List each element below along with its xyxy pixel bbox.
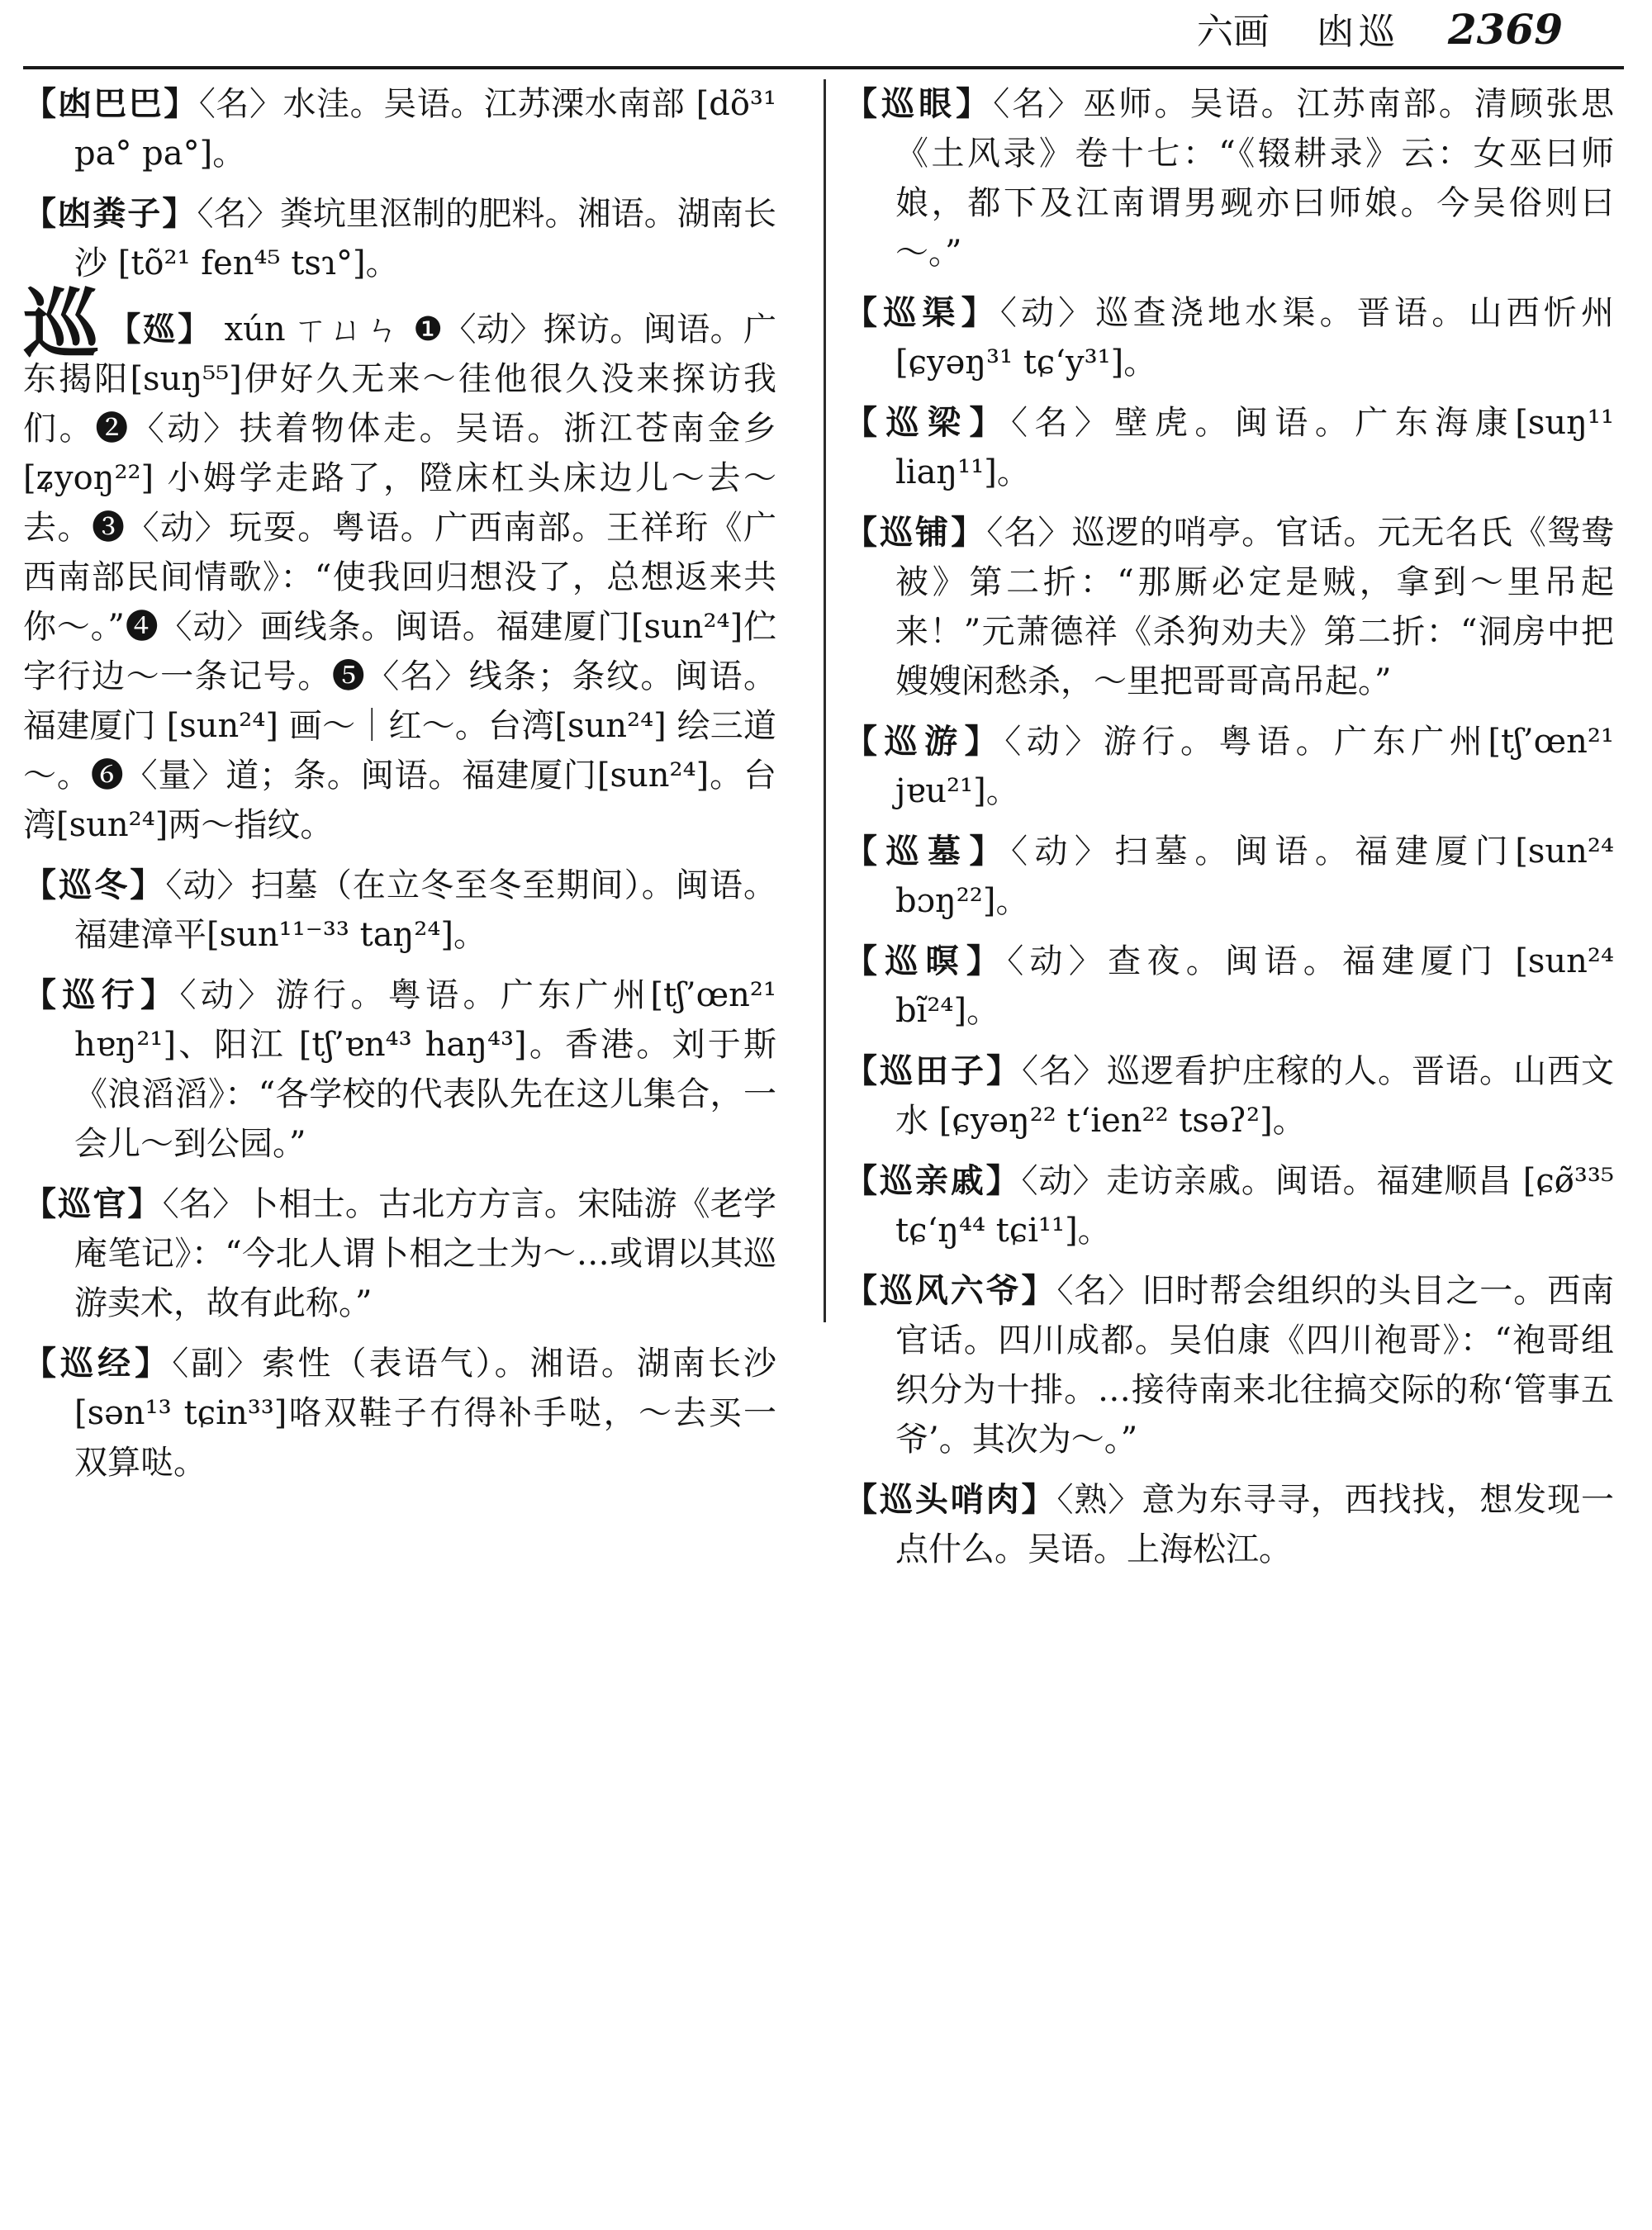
dict-entry-xunqinqi <box>844 1156 1614 1255</box>
dict-entry-xunjing <box>23 1339 776 1487</box>
entry-body: 〈名〉卜相士。古北方方言。宋陆游《老学庵笔记》：“今北人谓卜相之士为～…或谓以其巡游卖术，故有此称。” <box>74 1185 777 1322</box>
dict-entry-dang-fenzi <box>23 189 776 288</box>
entry-body: 〈名〉旧时帮会组织的头目之一。西南官话。四川成都。吴伯康《四川袍哥》：“袍哥组织分为十排。…接待南来北往搞交际的称‘管事五爷’。其次为～。” <box>895 1272 1615 1459</box>
entry-body: 〈动〉游行。粤语。广东广州[tʃ’œn²¹ hɐŋ²¹]、阳江 [tʃ’ɐn⁴³ haŋ⁴³]。香港。刘于斯《浪滔滔》：“各学校的代表队先在这儿集合，一会儿～到公园。” <box>74 976 776 1163</box>
column-divider <box>824 79 826 1322</box>
dict-entry-xunqu <box>844 288 1614 387</box>
dict-entry-xuntoushaorou <box>844 1475 1614 1574</box>
entry-headword: 【巡亲戚】 <box>844 1161 1022 1200</box>
entry-body: 〈熟〉意为东寻寻，西找找，想发现一点什么。吴语。上海松江。 <box>895 1481 1615 1568</box>
right-column <box>844 79 1614 1585</box>
entry-body: 〈名〉巫师。吴语。江苏南部。清顾张思《土风录》卷十七：“《辍耕录》云：女巫曰师娘，都下及江南谓男觋亦曰师娘。今吴俗则曰～。” <box>895 85 1615 272</box>
entry-headword: 【巡铺】 <box>844 513 987 552</box>
dict-entry-xunpu <box>844 508 1614 706</box>
dict-entry-xun-main <box>23 279 776 850</box>
dict-entry-xundong <box>23 861 776 960</box>
entry-headword: 【巡暝】 <box>844 942 1008 980</box>
pinyin: xún <box>224 311 286 349</box>
entry-headword: 【巡游】 <box>844 722 1005 761</box>
entry-headword: 【巡经】 <box>23 1344 173 1383</box>
entry-body: 〈动〉查夜。闽语。福建厦门 [sun²⁴ bĩ²⁴]。 <box>895 942 1614 1030</box>
dict-entry-xunming <box>844 937 1614 1036</box>
dict-entry-xunyan <box>844 79 1614 278</box>
entry-headword: 【凼巴巴】 <box>23 84 199 123</box>
entry-body: 〈副〉索性（表语气）。湘语。湖南长沙[sən¹³ tɕin³³]咯双鞋子冇得补手哒，～去买一双算哒。 <box>74 1345 777 1482</box>
dict-entry-xuntianzi <box>844 1046 1614 1146</box>
entry-body: 〈动〉走访亲戚。闽语。福建顺昌 [ɕø̃³³⁵ tɕ‘ŋ⁴⁴ tɕi¹¹]。 <box>895 1162 1614 1250</box>
entry-headword: 【巡墓】 <box>844 832 1011 871</box>
dict-entry-xunliang <box>844 398 1614 497</box>
entry-headword: 【凼粪子】 <box>23 194 197 233</box>
entry-body: 〈动〉扫墓。闽语。福建厦门[sun²⁴ bɔŋ²²]。 <box>895 833 1615 920</box>
variant-form: 【廵】 <box>107 310 213 349</box>
entry-body: ❶〈动〉探访。闽语。广东揭阳[suŋ⁵⁵]伊好久无来～徍他很久没来探访我们。❷〈动〉扶着物体走。吴语。浙江苍南金乡[ʑyoŋ²²] 小姆学走路了，隥床杠头床边儿～去～去。❸〈动〉玩耍。粤语。广西南部。王祥珩《广西南部民间情歌》：“使我回归想没了，总想返来共你～。”❹〈动〉画线条。闽语。福建厦门[sun²⁴]伫字行边～一条记号。❺〈名〉线条；条纹。闽语。福建厦门 [sun²⁴] 画～｜红～。台湾[sun²⁴] 绘三道～。❻〈量〉道；条。闽语。福建厦门[sun²⁴]。台湾[sun²⁴]两～指纹。 <box>23 311 776 844</box>
header-guide-characters: 凼巡 <box>1317 11 1400 53</box>
header-stroke-section: 六画 <box>1196 11 1270 53</box>
entry-body: 〈名〉水洼。吴语。江苏溧水南部 [dõ³¹ pa° pa°]。 <box>74 85 777 173</box>
entry-headword: 【巡冬】 <box>23 866 166 904</box>
entry-body: 〈动〉扫墓（在立冬至冬至期间）。闽语。福建漳平[sun¹¹⁻³³ taŋ²⁴]。 <box>74 866 777 954</box>
zhuyin: ㄒㄩㄣ <box>293 311 402 349</box>
entry-body: 〈名〉巡逻的哨亭。官话。元无名氏《鸳鸯被》第二折：“那厮必定是贼，拿到～里吊起来！”元萧德祥《杀狗劝夫》第二折：“洞房中把嫂嫂闲愁杀，～里把哥哥高吊起。” <box>895 514 1615 700</box>
entry-headword: 【巡梁】 <box>844 403 1011 442</box>
entry-headword: 【巡行】 <box>23 975 180 1014</box>
entry-headword: 【巡渠】 <box>844 293 1000 332</box>
entry-headword: 【巡眼】 <box>844 84 994 123</box>
entry-body: 〈名〉壁虎。闽语。广东海康[suŋ¹¹ liaŋ¹¹]。 <box>895 404 1615 491</box>
dict-entry-xunfengliuye <box>844 1266 1614 1464</box>
page-header <box>0 5 1563 54</box>
dict-entry-xunmu <box>844 827 1614 926</box>
entry-headword: 【巡头哨肉】 <box>844 1480 1057 1519</box>
entry-headword: 【巡风六爷】 <box>844 1271 1057 1310</box>
entry-body: 〈动〉游行。粤语。广东广州[tʃ’œn²¹ jɐu²¹]。 <box>895 723 1614 810</box>
entry-body: 〈名〉巡逻看护庄稼的人。晋语。山西文水 [ɕyəŋ²² t‘ien²² tsəʔ²]。 <box>895 1052 1614 1140</box>
entry-headword: 【巡田子】 <box>844 1051 1022 1090</box>
main-headword-character: 巡 <box>23 279 100 368</box>
dict-entry-dang-baba <box>23 79 776 178</box>
dict-entry-xunxing <box>23 970 776 1169</box>
entry-headword: 【巡官】 <box>23 1184 163 1223</box>
page-number: 2369 <box>1447 5 1563 54</box>
entry-body: 〈动〉巡查浇地水渠。晋语。山西忻州[ɕyəŋ³¹ tɕ‘y³¹]。 <box>895 294 1615 382</box>
dict-entry-xunyou <box>844 717 1614 816</box>
left-column <box>23 79 776 1498</box>
dict-entry-xunguan <box>23 1179 776 1328</box>
header-rule <box>23 66 1624 69</box>
entry-body: 〈名〉粪坑里沤制的肥料。湘语。湖南长沙 [tõ²¹ fen⁴⁵ tsɿ°]。 <box>74 195 777 282</box>
